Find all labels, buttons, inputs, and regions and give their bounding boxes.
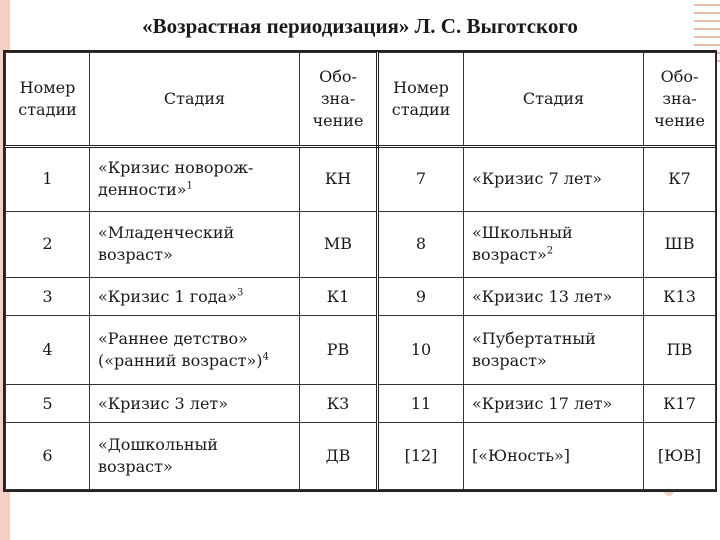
stage-name: «Кризис 1 года»$^3$ xyxy=(90,278,300,316)
stage-code: К1 xyxy=(300,278,378,316)
stage-code: ДВ xyxy=(300,423,378,490)
stage-code: К17 xyxy=(644,385,716,423)
header-stage: Стадия xyxy=(90,53,300,147)
table-row xyxy=(6,211,716,278)
table-row xyxy=(6,278,716,316)
stage-name: «Школьный возраст»$^2$ xyxy=(464,211,644,278)
stage-number: 10 xyxy=(378,316,464,385)
footnote-marker: 2 xyxy=(546,246,554,258)
table-row xyxy=(6,316,716,385)
stage-number: 11 xyxy=(378,385,464,423)
stage-name: «Кризис 13 лет» xyxy=(464,278,644,316)
table-row xyxy=(6,423,716,490)
stage-number: 5 xyxy=(6,385,90,423)
stage-code: РВ xyxy=(300,316,378,385)
stage-number: [12] xyxy=(378,423,464,490)
stage-number: 3 xyxy=(6,278,90,316)
stage-number: 2 xyxy=(6,211,90,278)
stage-code: МВ xyxy=(300,211,378,278)
stage-name: «Кризис 3 лет» xyxy=(90,385,300,423)
footnote-marker: 1 xyxy=(186,180,193,192)
stage-code: К7 xyxy=(644,147,716,212)
stage-name: «Кризис новорож- денности»$^1$ xyxy=(90,147,300,212)
header-number: Номер стадии xyxy=(6,53,90,147)
stage-number: 4 xyxy=(6,316,90,385)
stage-name: «Пубертатный возраст» xyxy=(464,316,644,385)
stage-number: 9 xyxy=(378,278,464,316)
stage-code: [ЮВ] xyxy=(644,423,716,490)
stage-code: К3 xyxy=(300,385,378,423)
table-row xyxy=(6,147,716,212)
stage-name: «Раннее детство» («ранний возраст»)$^4$ xyxy=(90,316,300,385)
stage-name: «Кризис 17 лет» xyxy=(464,385,644,423)
stage-code: К13 xyxy=(644,278,716,316)
stage-number: 1 xyxy=(6,147,90,212)
stage-number: 8 xyxy=(378,211,464,278)
stage-code: КН xyxy=(300,147,378,212)
footnote-marker: 4 xyxy=(262,351,269,363)
stage-code: ШВ xyxy=(644,211,716,278)
stage-name: «Дошкольный возраст» xyxy=(90,423,300,490)
stage-number: 7 xyxy=(378,147,464,212)
stage-number: 6 xyxy=(6,423,90,490)
header-code: Обо- зна- чение xyxy=(644,53,716,147)
table-header-row xyxy=(6,53,716,147)
slide-title: «Возрастная периодизация» Л. С. Выготского xyxy=(142,14,578,38)
stage-name: «Кризис 7 лет» xyxy=(464,147,644,212)
header-number: Номер стадии xyxy=(378,53,464,147)
footnote-marker: 3 xyxy=(236,287,244,299)
stage-name: «Младенческий возраст» xyxy=(90,211,300,278)
header-code: Обо- зна- чение xyxy=(300,53,378,147)
stage-name: [«Юность»] xyxy=(464,423,644,490)
periodization-table xyxy=(3,50,717,492)
header-stage: Стадия xyxy=(464,53,644,147)
stage-code: ПВ xyxy=(644,316,716,385)
table-row xyxy=(6,385,716,423)
